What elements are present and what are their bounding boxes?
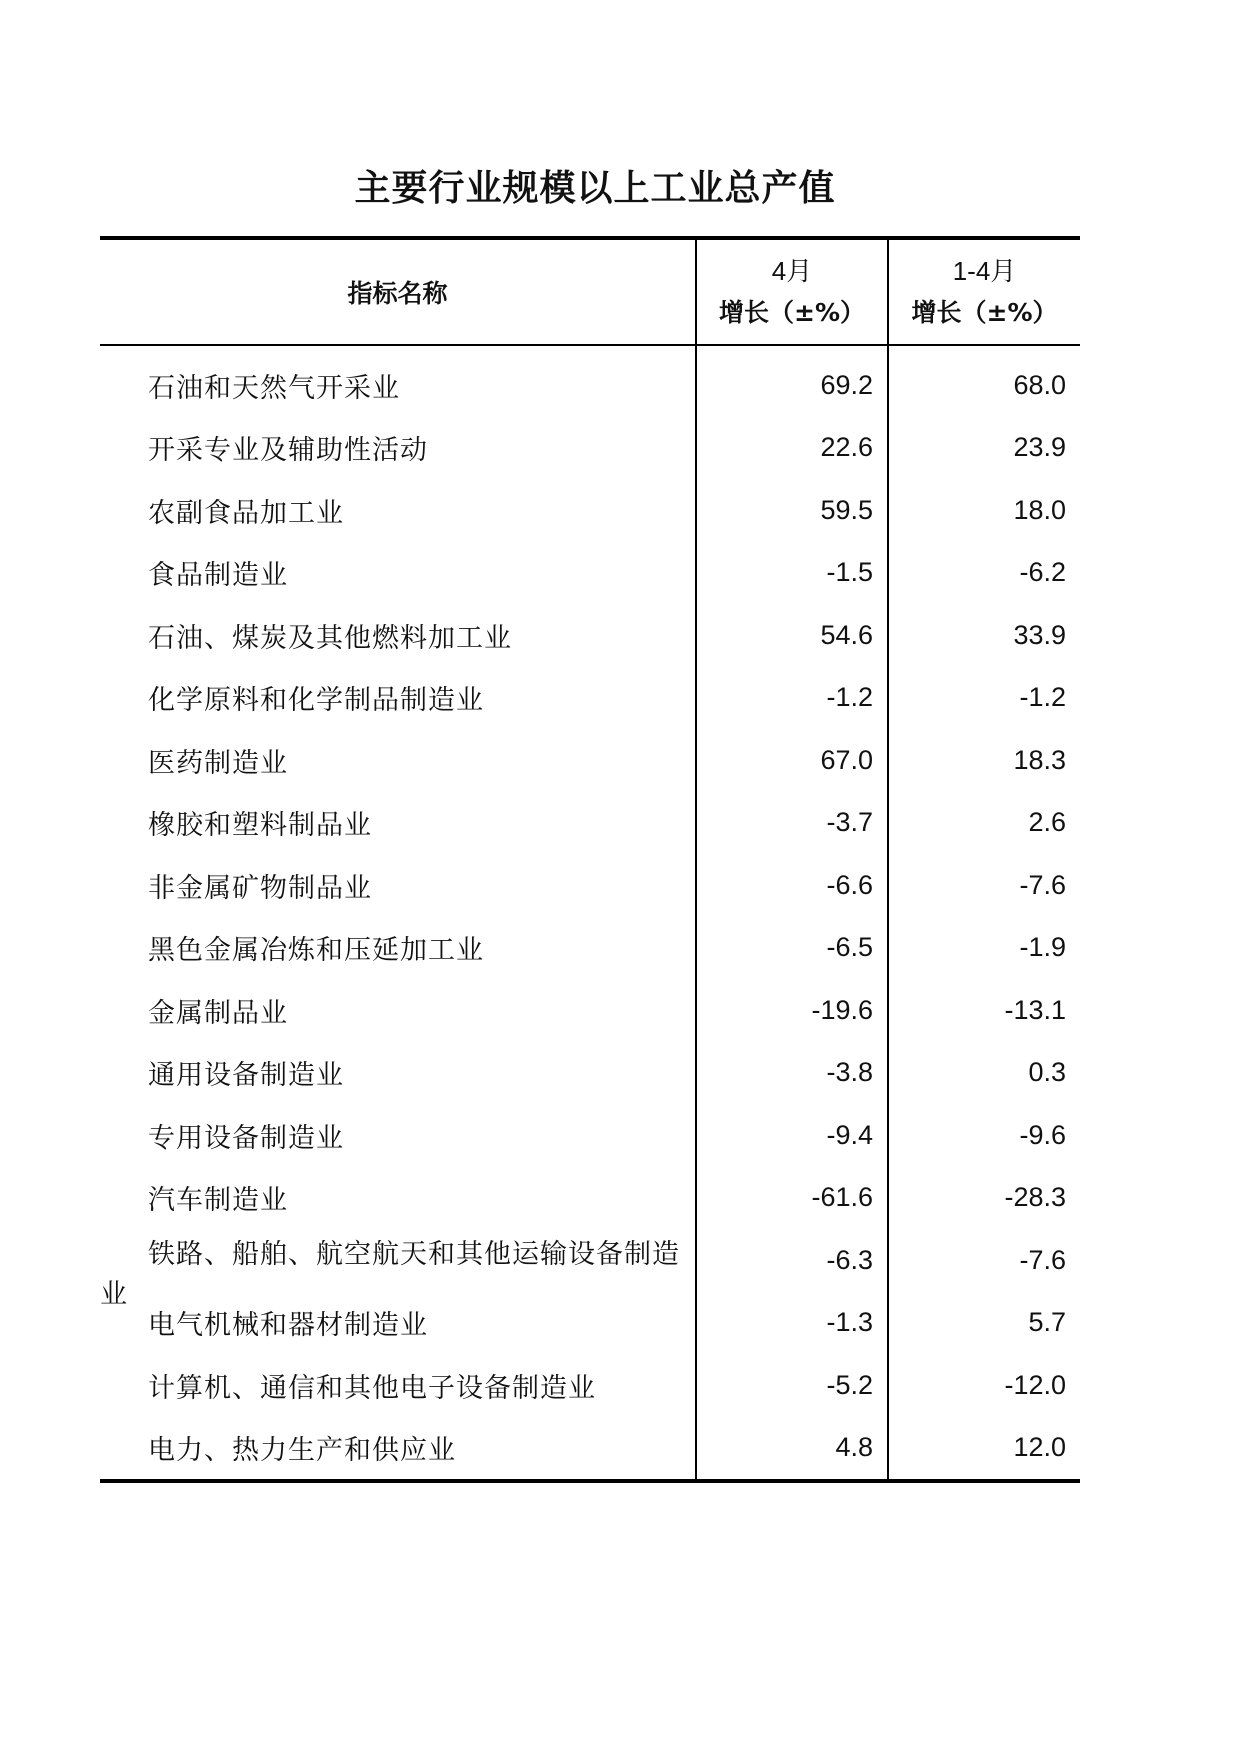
row-jan-apr-value: 33.9 — [888, 604, 1080, 667]
row-jan-apr-value: -28.3 — [888, 1167, 1080, 1230]
row-jan-apr-value: 23.9 — [888, 417, 1080, 480]
table-row — [100, 1229, 1080, 1292]
row-jan-apr-value: -1.9 — [888, 917, 1080, 980]
row-indicator-name: 铁路、船舶、航空航天和其他运输设备制造业 — [100, 1239, 680, 1311]
row-indicator-name: 计算机、通信和其他电子设备制造业 — [148, 1372, 596, 1404]
row-april-value: -61.6 — [696, 1167, 888, 1230]
row-indicator-name: 开采专业及辅助性活动 — [148, 435, 428, 467]
row-april-value: -1.2 — [696, 667, 888, 730]
row-april-value: 22.6 — [696, 417, 888, 480]
row-april-value: 67.0 — [696, 729, 888, 792]
row-indicator-name: 医药制造业 — [148, 747, 288, 779]
table-row — [100, 1417, 1080, 1482]
row-indicator-name: 石油、煤炭及其他燃料加工业 — [148, 622, 512, 654]
row-indicator-name: 电力、热力生产和供应业 — [100, 1417, 696, 1482]
header-jan-apr-label: 增长（±%） — [911, 298, 1058, 327]
row-april-value: -3.7 — [696, 792, 888, 855]
page-title: 主要行业规模以上工业总产值 — [354, 168, 836, 209]
row-jan-apr-value: -7.6 — [888, 854, 1080, 917]
industry-output-table-container — [100, 236, 1080, 1483]
row-april-value: 69.2 — [696, 345, 888, 417]
row-april-value: -6.6 — [696, 854, 888, 917]
header-indicator-name: 指标名称 — [100, 238, 696, 345]
row-indicator-name: 通用设备制造业 — [148, 1060, 344, 1092]
row-april-value: -3.8 — [696, 1042, 888, 1105]
row-jan-apr-value: -12.0 — [888, 1354, 1080, 1417]
row-april-value: 4.8 — [696, 1417, 888, 1482]
row-indicator-name: 电气机械和器材制造业 — [148, 1310, 428, 1342]
row-jan-apr-value: -1.2 — [888, 667, 1080, 730]
row-indicator-name: 专用设备制造业 — [148, 1122, 344, 1154]
table-row — [100, 417, 1080, 480]
row-jan-apr-value: -9.6 — [888, 1104, 1080, 1167]
row-jan-apr-value: 12.0 — [888, 1417, 1080, 1482]
row-april-value: 54.6 — [696, 604, 888, 667]
table-row — [100, 729, 1080, 792]
table-row — [100, 917, 1080, 980]
table-row — [100, 792, 1080, 855]
header-april-growth — [696, 238, 888, 345]
header-jan-apr-growth — [888, 238, 1080, 345]
row-april-value: -6.3 — [696, 1229, 888, 1292]
row-indicator-name: 化学原料和化学制品制造业 — [148, 685, 484, 717]
table-row — [100, 604, 1080, 667]
table-row — [100, 1104, 1080, 1167]
table-row — [100, 479, 1080, 542]
header-april-period: 4月 — [771, 256, 813, 286]
row-april-value: -9.4 — [696, 1104, 888, 1167]
row-indicator-name: 金属制品业 — [148, 997, 288, 1029]
row-jan-apr-value: -7.6 — [888, 1229, 1080, 1292]
table-row — [100, 854, 1080, 917]
table-row — [100, 542, 1080, 605]
table-row — [100, 1354, 1080, 1417]
row-jan-apr-value: -13.1 — [888, 979, 1080, 1042]
row-jan-apr-value: 18.0 — [888, 479, 1080, 542]
row-april-value: 59.5 — [696, 479, 888, 542]
row-indicator-name: 橡胶和塑料制品业 — [148, 810, 372, 842]
table-row — [100, 1042, 1080, 1105]
row-jan-apr-value: 0.3 — [888, 1042, 1080, 1105]
row-indicator-name: 黑色金属冶炼和压延加工业 — [148, 935, 484, 967]
row-jan-apr-value: 5.7 — [888, 1292, 1080, 1355]
table-row — [100, 345, 1080, 417]
table-row — [100, 1292, 1080, 1355]
table-row — [100, 979, 1080, 1042]
row-jan-apr-value: 2.6 — [888, 792, 1080, 855]
row-indicator-name-cell — [100, 1229, 696, 1311]
header-april-label: 增长（±%） — [719, 298, 865, 327]
row-indicator-name: 食品制造业 — [148, 560, 288, 592]
row-indicator-name: 非金属矿物制品业 — [148, 872, 372, 904]
industry-output-table — [100, 236, 1080, 1483]
row-april-value: -1.5 — [696, 542, 888, 605]
row-april-value: -6.5 — [696, 917, 888, 980]
row-indicator-name: 农副食品加工业 — [148, 497, 344, 529]
table-header-row — [100, 238, 1080, 345]
table-row — [100, 1167, 1080, 1230]
row-jan-apr-value: 68.0 — [888, 345, 1080, 417]
row-indicator-name: 汽车制造业 — [148, 1185, 288, 1217]
header-jan-apr-period: 1-4月 — [952, 256, 1017, 286]
row-april-value: -19.6 — [696, 979, 888, 1042]
row-april-value: -5.2 — [696, 1354, 888, 1417]
row-jan-apr-value: -6.2 — [888, 542, 1080, 605]
row-april-value: -1.3 — [696, 1292, 888, 1355]
row-indicator-name: 石油和天然气开采业 — [148, 372, 400, 404]
row-jan-apr-value: 18.3 — [888, 729, 1080, 792]
table-row — [100, 667, 1080, 730]
